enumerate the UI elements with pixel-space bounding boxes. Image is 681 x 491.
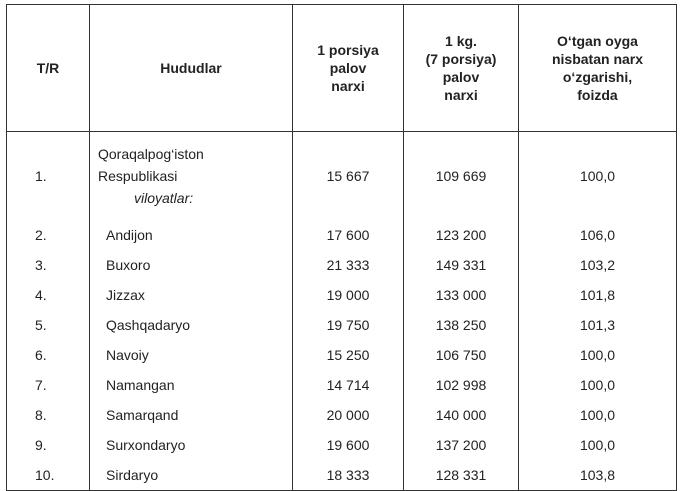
header-change-line1: O‘tgan oyga [557, 33, 638, 49]
table-row [7, 430, 677, 460]
row-number: 10. [7, 460, 90, 491]
header-kg-line3: palov [442, 69, 480, 85]
region-name: Buxoro [90, 250, 293, 280]
region-name: Andijon [90, 220, 293, 250]
header-change-line3: o‘zgarishi, [562, 69, 633, 85]
porsiya-price-cell: 19 750 [293, 310, 404, 340]
porsiya-price-cell: 19 000 [293, 280, 404, 310]
header-porsiya-line1: 1 porsiya [317, 42, 379, 58]
table-row [7, 400, 677, 430]
table-row [7, 370, 677, 400]
row-number: 9. [7, 430, 90, 460]
header-change-line2: nisbatan narx [551, 51, 644, 67]
porsiya-price-cell: 18 333 [293, 460, 404, 491]
porsiya-price-cell: 17 600 [293, 220, 404, 250]
row-number: 1. [7, 132, 90, 221]
header-row [7, 5, 677, 132]
header-price-change [519, 5, 677, 132]
kg-price-cell: 149 331 [404, 250, 519, 280]
price-change-cell: 100,0 [519, 400, 677, 430]
header-kg-price [404, 5, 519, 132]
table-row [7, 310, 677, 340]
header-change-line4: foizda [577, 87, 618, 103]
header-hududlar: Hududlar [90, 5, 293, 132]
header-kg-line1: 1 kg. [445, 33, 477, 49]
row-number: 8. [7, 400, 90, 430]
kg-price-cell: 106 750 [404, 340, 519, 370]
header-porsiya-price [293, 5, 404, 132]
table-row [7, 250, 677, 280]
row-number: 7. [7, 370, 90, 400]
price-change-cell: 100,0 [519, 132, 677, 221]
kg-price-cell: 102 998 [404, 370, 519, 400]
porsiya-price-cell: 20 000 [293, 400, 404, 430]
porsiya-price-cell: 15 667 [293, 132, 404, 221]
region-name: Surxondaryo [90, 430, 293, 460]
region-name [90, 132, 293, 221]
header-kg-line4: narxi [444, 87, 478, 103]
table-row [7, 132, 677, 221]
region-name: Sirdaryo [90, 460, 293, 491]
table-row [7, 460, 677, 491]
header-kg-line2: (7 porsiya) [425, 51, 497, 67]
table-body [7, 132, 677, 491]
kg-price-cell: 133 000 [404, 280, 519, 310]
price-change-cell: 106,0 [519, 220, 677, 250]
kg-price-cell: 140 000 [404, 400, 519, 430]
price-change-cell: 100,0 [519, 340, 677, 370]
porsiya-price-cell: 15 250 [293, 340, 404, 370]
row-number: 5. [7, 310, 90, 340]
price-change-cell: 103,8 [519, 460, 677, 491]
header-porsiya-line3: narxi [331, 78, 365, 94]
kg-price-cell: 138 250 [404, 310, 519, 340]
porsiya-price-cell: 14 714 [293, 370, 404, 400]
porsiya-price-cell: 19 600 [293, 430, 404, 460]
kg-price-cell: 128 331 [404, 460, 519, 491]
price-change-cell: 100,0 [519, 430, 677, 460]
kg-price-cell: 137 200 [404, 430, 519, 460]
price-change-cell: 101,3 [519, 310, 677, 340]
table-row [7, 340, 677, 370]
region-name: Samarqand [90, 400, 293, 430]
kg-price-cell: 123 200 [404, 220, 519, 250]
region-name: Navoiy [90, 340, 293, 370]
row-number: 6. [7, 340, 90, 370]
kg-price-cell: 109 669 [404, 132, 519, 221]
price-change-cell: 100,0 [519, 370, 677, 400]
subheading-viloyatlar: viloyatlar: [134, 190, 194, 206]
header-tr: T/R [7, 5, 90, 132]
price-change-cell: 103,2 [519, 250, 677, 280]
region-name: Jizzax [90, 280, 293, 310]
region-name-line2: Respublikasi [98, 168, 178, 184]
region-name: Qashqadaryo [90, 310, 293, 340]
table-header [7, 5, 677, 132]
region-name: Namangan [90, 370, 293, 400]
palov-price-table [6, 4, 677, 491]
header-porsiya-line2: palov [329, 60, 367, 76]
row-number: 3. [7, 250, 90, 280]
row-number: 4. [7, 280, 90, 310]
table-row [7, 280, 677, 310]
price-change-cell: 101,8 [519, 280, 677, 310]
table-row [7, 220, 677, 250]
porsiya-price-cell: 21 333 [293, 250, 404, 280]
price-table-wrapper [6, 4, 676, 484]
region-name-line1: Qoraqalpog‘iston [98, 146, 204, 162]
row-number: 2. [7, 220, 90, 250]
